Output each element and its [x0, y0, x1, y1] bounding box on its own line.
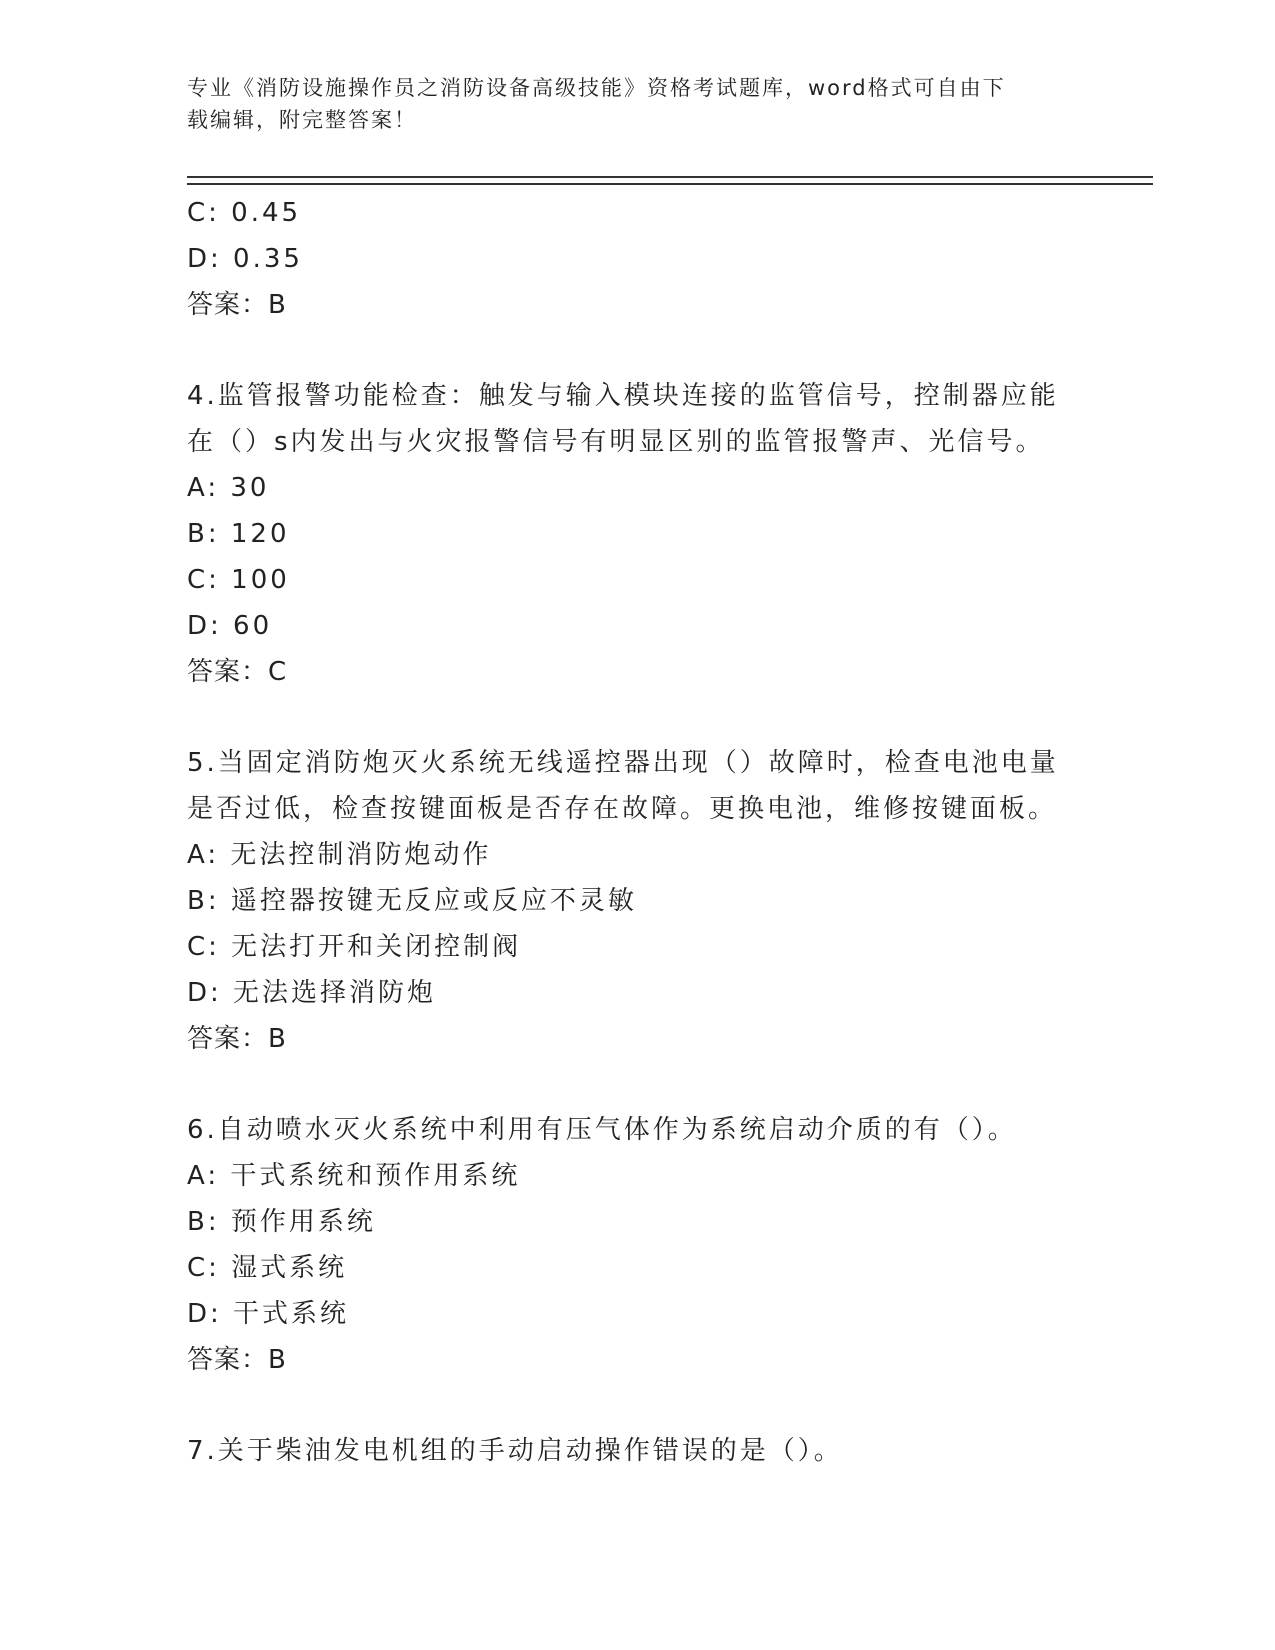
question-text: 5.当固定消防炮灭火系统无线遥控器出现（）故障时，检查电池电量 — [187, 748, 1059, 778]
document-header — [187, 72, 1067, 136]
question-text: 在（）s内发出与火灾报警信号有明显区别的监管报警声、光信号。 — [187, 427, 1045, 457]
option-line: C: 0.45 — [187, 198, 302, 228]
option-line: D: 0.35 — [187, 244, 303, 274]
option-line: B: 120 — [187, 519, 290, 549]
header-divider-bottom — [187, 183, 1153, 185]
header-divider-top — [187, 176, 1153, 178]
header-line-2: 载编辑，附完整答案！ — [187, 108, 417, 132]
header-line-1: 专业《消防设施操作员之消防设备高级技能》资格考试题库，word格式可自由下 — [187, 76, 1006, 100]
section-gap — [187, 1383, 1087, 1428]
section-gap — [187, 695, 1087, 740]
option-line: A: 30 — [187, 473, 270, 503]
question-list — [187, 190, 1087, 1474]
answer-line: 答案：B — [187, 1024, 287, 1054]
option-line: C: 湿式系统 — [187, 1253, 348, 1283]
answer-line: 答案：B — [187, 1345, 287, 1375]
section-gap — [187, 1062, 1087, 1107]
section-gap — [187, 328, 1087, 373]
option-line: D: 无法选择消防炮 — [187, 978, 437, 1008]
answer-line: 答案：B — [187, 290, 287, 320]
option-line: B: 预作用系统 — [187, 1207, 376, 1237]
option-line: D: 干式系统 — [187, 1299, 350, 1329]
option-line: A: 无法控制消防炮动作 — [187, 840, 492, 870]
option-line: D: 60 — [187, 611, 273, 641]
option-line: C: 100 — [187, 565, 290, 595]
question-text: 7.关于柴油发电机组的手动启动操作错误的是（）。 — [187, 1436, 843, 1466]
question-text: 6.自动喷水灭火系统中利用有压气体作为系统启动介质的有（）。 — [187, 1115, 1017, 1145]
option-line: A: 干式系统和预作用系统 — [187, 1161, 521, 1191]
question-text: 是否过低，检查按键面板是否存在故障。更换电池，维修按键面板。 — [187, 794, 1058, 824]
question-text: 4.监管报警功能检查：触发与输入模块连接的监管信号，控制器应能 — [187, 381, 1059, 411]
option-line: B: 遥控器按键无反应或反应不灵敏 — [187, 886, 637, 916]
option-line: C: 无法打开和关闭控制阀 — [187, 932, 522, 962]
answer-line: 答案：C — [187, 657, 288, 687]
